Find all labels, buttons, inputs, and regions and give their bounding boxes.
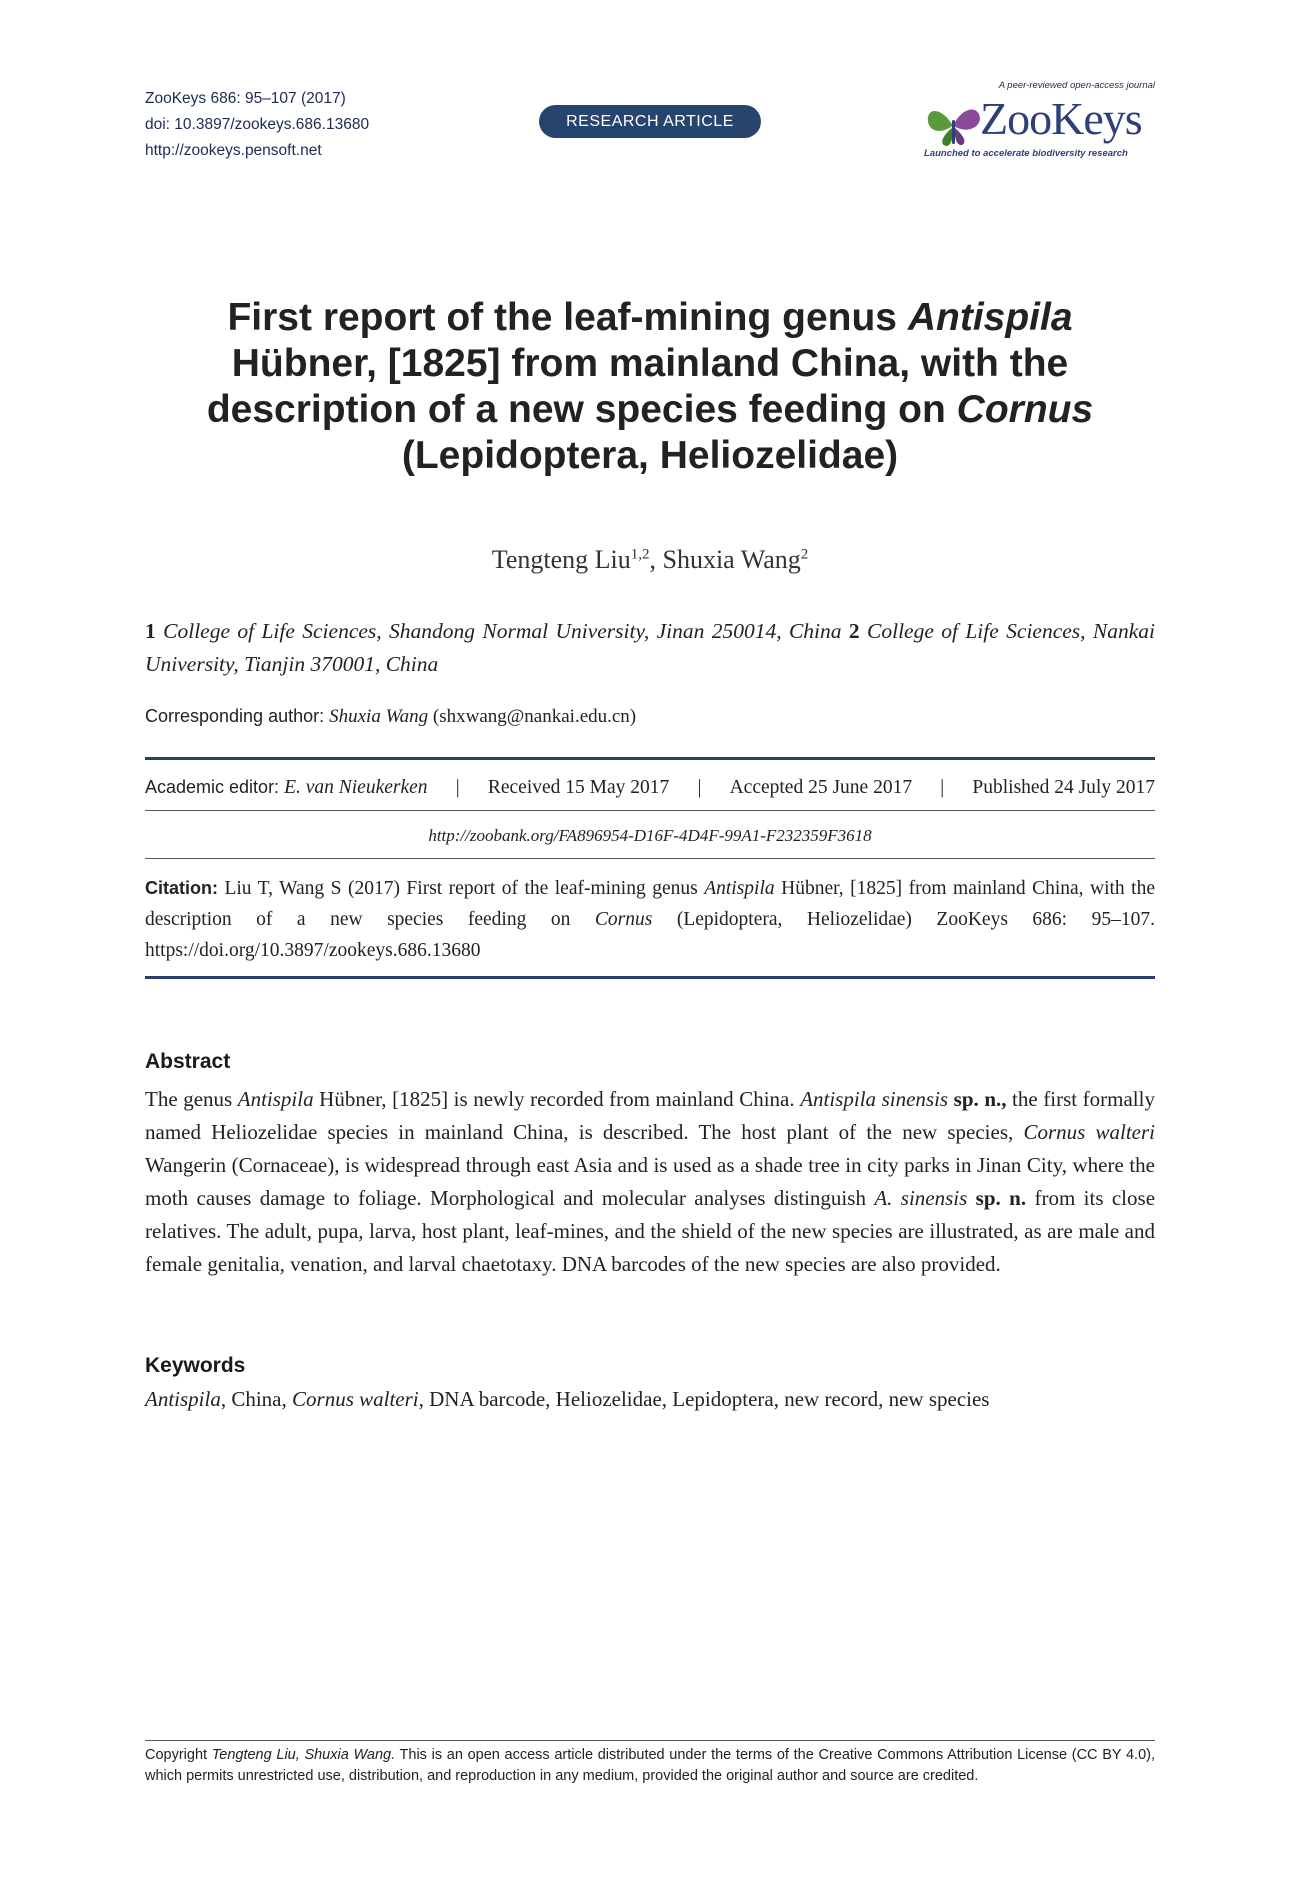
journal-url[interactable]: http://zookeys.pensoft.net <box>145 142 322 159</box>
zoobank-link[interactable]: http://zoobank.org/FA896954-D16F-4D4F-99A1-F232359F3618 <box>428 826 872 845</box>
journal-reference: ZooKeys 686: 95–107 (2017) <box>145 90 346 107</box>
doi[interactable]: doi: 10.3897/zookeys.686.13680 <box>145 116 370 133</box>
affiliation-2: College of Life Sciences, Nankai University, Tianjin 370001, China <box>145 619 1156 676</box>
published-date: Published 24 July 2017 <box>972 777 1155 798</box>
divider-top <box>145 757 1155 760</box>
accepted-date: Accepted 25 June 2017 <box>729 777 913 798</box>
affiliation-1: College of Life Sciences, Shandong Normal University, Jinan 250014, China <box>163 619 842 643</box>
divider-citation <box>145 976 1155 979</box>
author-1: Tengteng Liu <box>491 545 631 574</box>
keywords-list: Antispila, China, Cornus walteri, DNA barcode, Heliozelidae, Lepidoptera, new record, new species <box>145 1387 990 1411</box>
author-list: Tengteng Liu$^{1,2}$, Shuxia Wang$^2$ <box>491 545 809 574</box>
corresponding-email[interactable]: (shxwang@nankai.edu.cn) <box>428 706 637 727</box>
author-2-affiliation: 2 <box>800 546 809 563</box>
editorial-dates: Academic editor: E. van Nieukerken | Received 15 May 2017 | Accepted 25 June 2017 | Published 24 July 2017 <box>145 777 1155 798</box>
article-type-badge: RESEARCH ARTICLE <box>539 105 761 138</box>
title-line-4: (Lepidoptera, Heliozelidae) <box>401 434 899 477</box>
logo-name: ZooKeys <box>980 93 1142 144</box>
logo-slogan: Launched to accelerate biodiversity research <box>924 148 1128 159</box>
author-2: Shuxia Wang <box>662 545 801 574</box>
journal-meta <box>145 86 369 164</box>
citation: Citation: Liu T, Wang S (2017) First report of the leaf-mining genus Antispila Hübner, [1825] from mainland China, with the description of a new species feeding on Cornus (Lepidoptera, Heliozelidae) ZooKeys 686: 95–107. https://doi.org/10.3897/zookeys.686.13680 <box>145 878 1155 961</box>
title-line-3: description of a new species feeding on Cornus <box>206 388 1094 431</box>
divider-zoobank <box>145 858 1155 859</box>
logo-tagline: A peer-reviewed open-access journal <box>998 80 1155 91</box>
copyright-notice: Copyright Tengteng Liu, Shuxia Wang. This is an open access article distributed under the terms of the Creative Commons Attribution License (CC BY 4.0), which permits unrestricted use, distribution, and reproduction in any medium, provided the original author and source are credited. <box>145 1747 1155 1784</box>
author-1-affiliation: 1,2 <box>630 546 650 563</box>
title-line-1: First report of the leaf-mining genus Antispila <box>227 296 1073 339</box>
copyright-holders: Tengteng Liu, Shuxia Wang. <box>211 1747 396 1763</box>
zookeys-logo <box>922 80 1157 162</box>
divider-dates <box>145 810 1155 811</box>
corresponding-author: Corresponding author: Shuxia Wang (shxwang@nankai.edu.cn) <box>145 706 637 727</box>
article-title <box>145 295 1155 479</box>
affiliations: 1 College of Life Sciences, Shandong Normal University, Jinan 250014, China 2 College of Life Sciences, Nankai University, Tianjin 370001, China <box>145 619 1156 676</box>
abstract-text: The genus Antispila Hübner, [1825] is newly recorded from mainland China. Antispila sinensis sp. n., the first formally named Heliozelidae species in mainland China, is described. The host plant of the new species, Cornus walteri Wangerin (Cornaceae), is widespread through east Asia and is used as a shade tree in city parks in Jinan City, where the moth causes damage to foliage. Morphological and molecular analyses distinguish A. sinensis sp. n. from its close relatives. The adult, pupa, larva, host plant, leaf-mines, and the shield of the new species are illustrated, as are male and female genitalia, venation, and larval chaetotaxy. DNA barcodes of the new species are also provided. <box>145 1087 1156 1276</box>
academic-editor: Academic editor: E. van Nieukerken <box>145 777 428 798</box>
citation-label: Citation: <box>145 878 218 898</box>
corresponding-name: Shuxia Wang <box>329 706 429 727</box>
divider-footer <box>145 1740 1155 1741</box>
abstract-heading: Abstract <box>145 1050 231 1073</box>
received-date: Received 15 May 2017 <box>487 777 670 798</box>
title-line-2: Hübner, [1825] from mainland China, with the <box>231 342 1069 385</box>
keywords-heading: Keywords <box>145 1354 246 1377</box>
butterfly-icon <box>922 90 986 150</box>
